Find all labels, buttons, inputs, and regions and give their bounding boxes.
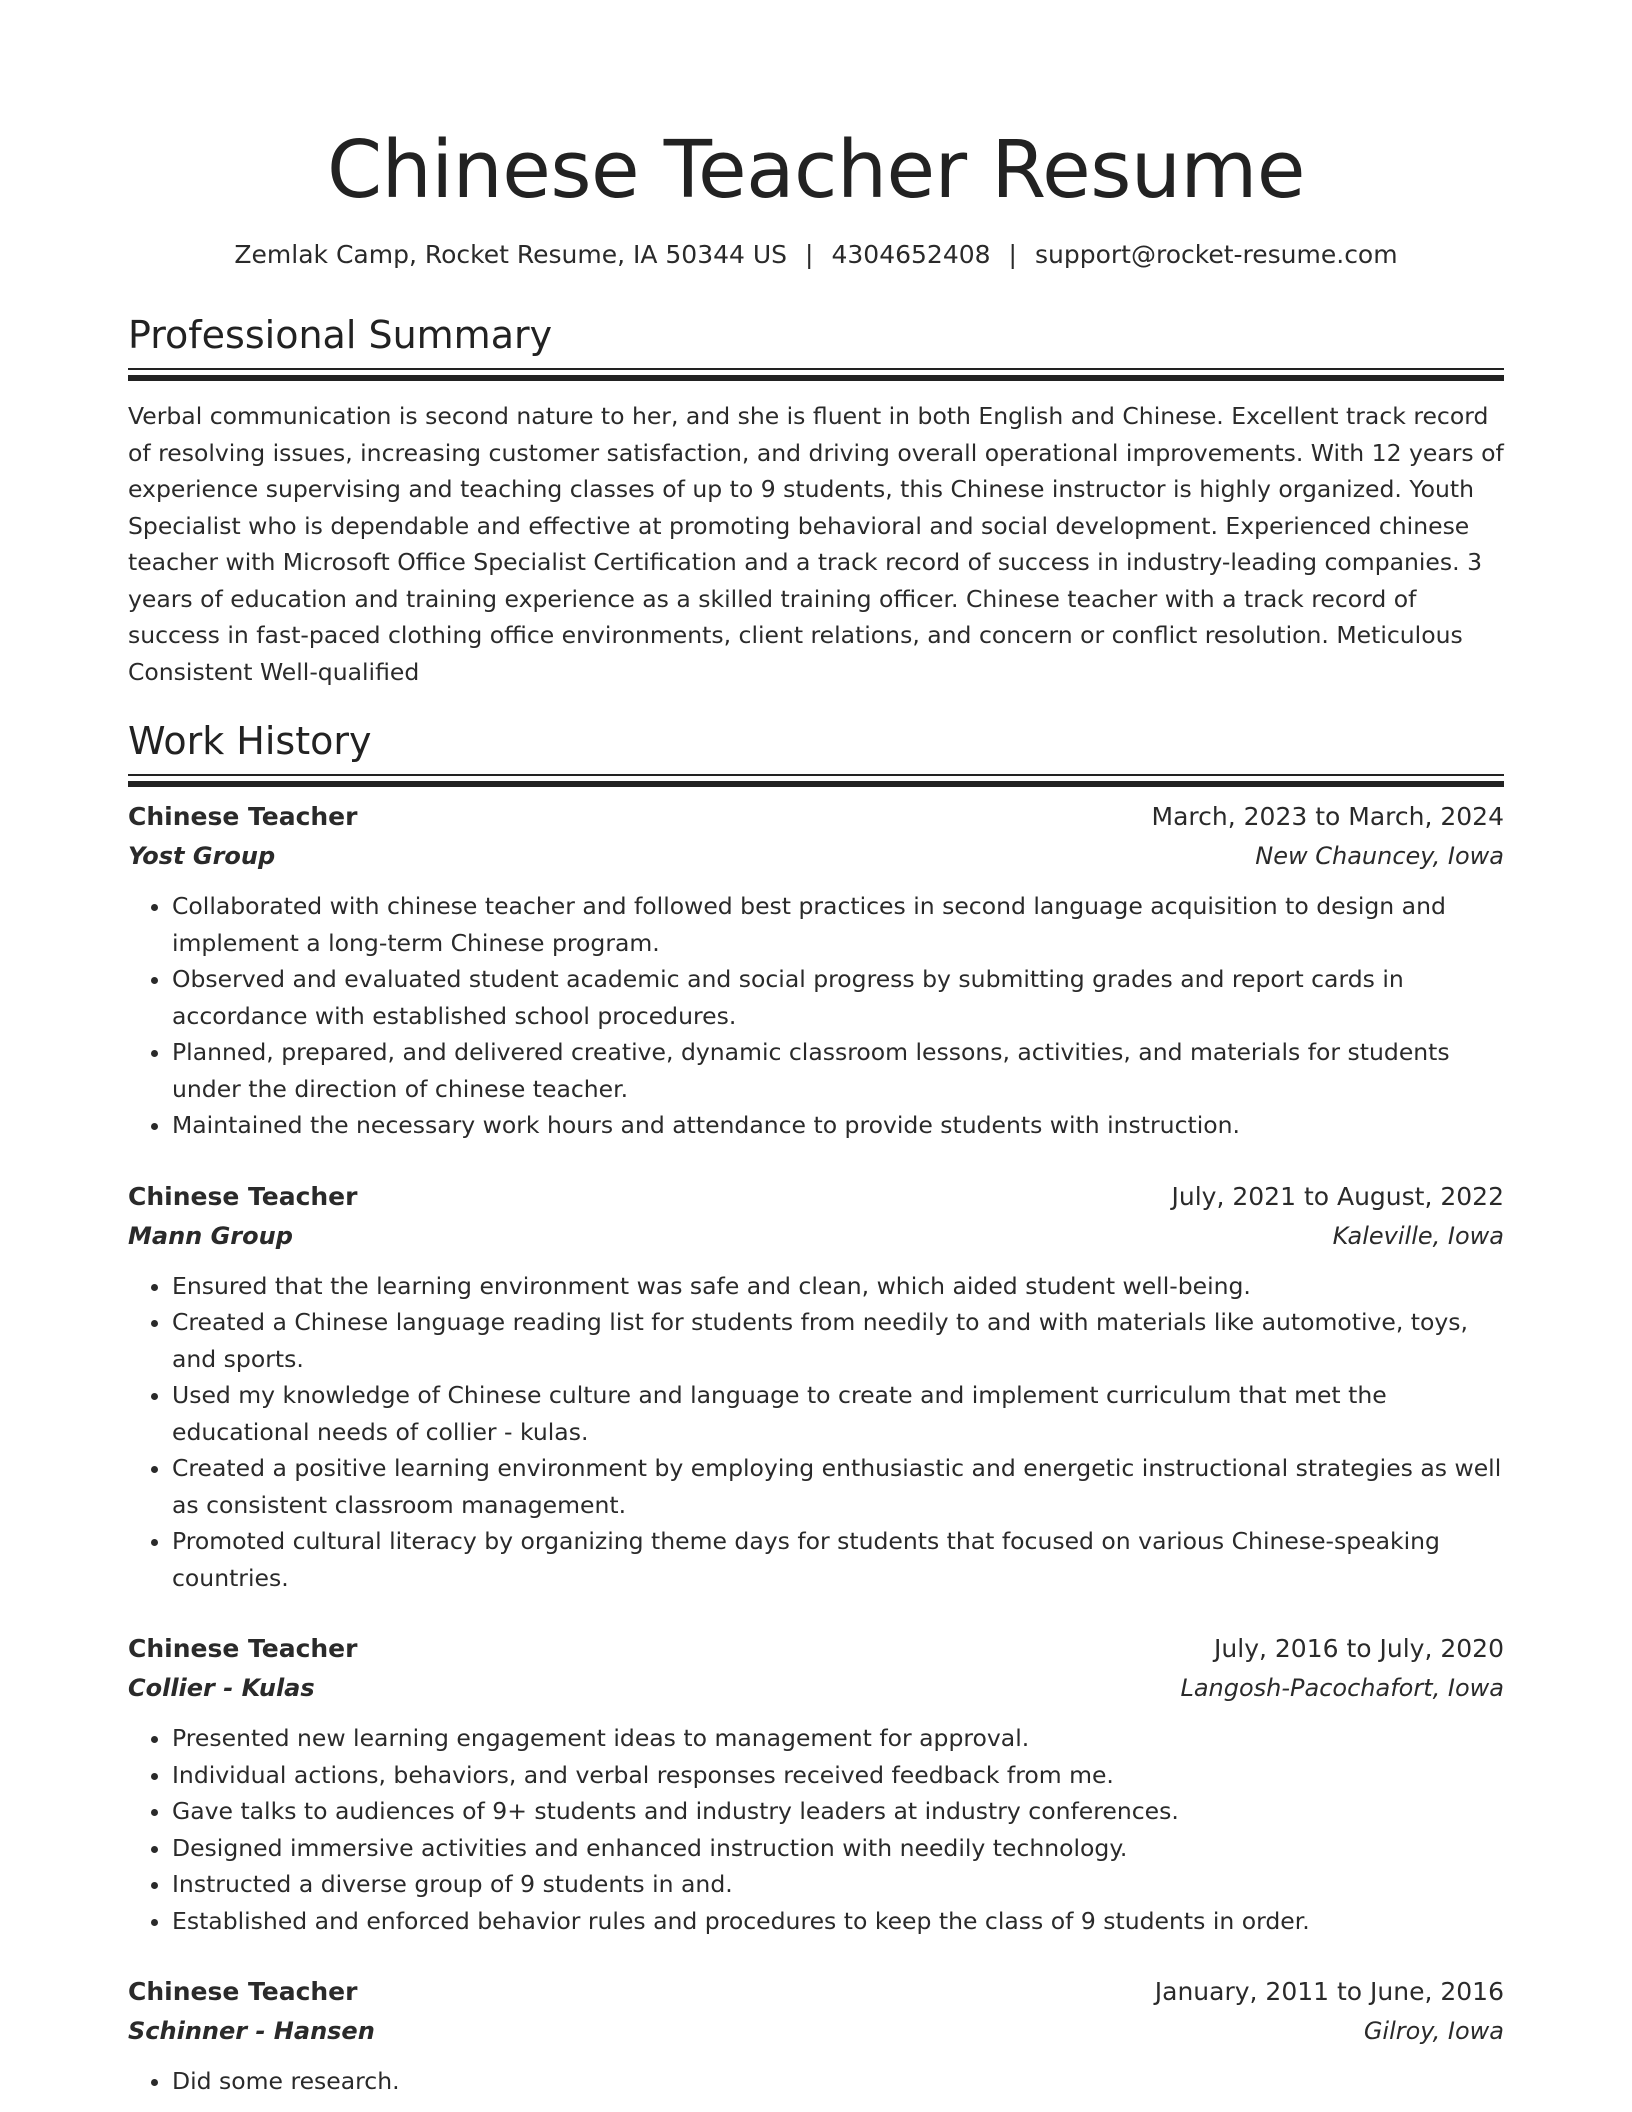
section-divider — [128, 774, 1504, 776]
contact-address: Zemlak Camp, Rocket Resume, IA 50344 US — [234, 240, 788, 269]
job-location: Gilroy, Iowa — [1363, 2017, 1504, 2045]
job-header-row — [128, 1630, 1504, 1668]
resume-title: Chinese Teacher Resume — [326, 124, 1305, 216]
job-bullets — [128, 2063, 1504, 2100]
section-heading-work: Work History — [128, 719, 372, 763]
contact-separator: | — [1008, 240, 1017, 269]
job-entry — [128, 1178, 1504, 1597]
job-dates: July, 2016 to July, 2020 — [1214, 1634, 1504, 1663]
job-company: Yost Group — [128, 842, 276, 870]
job-location: Kaleville, Iowa — [1332, 1221, 1504, 1250]
job-bullets — [128, 888, 1504, 1144]
list-item: • Instructed a diverse group of 9 students in and. — [172, 1866, 1504, 1903]
job-header-row — [128, 1178, 1504, 1216]
job-bullets — [128, 1268, 1504, 1597]
list-item: • Created a positive learning environment by employing enthusiastic and energetic instructional strategies as well as consistent classroom management. — [172, 1450, 1504, 1523]
job-title: Chinese Teacher — [128, 1634, 358, 1663]
list-item: • Collaborated with chinese teacher and followed best practices in second language acquisition to design and implement a long-term Chinese program. — [172, 888, 1504, 961]
list-item: • Did some research. — [172, 2063, 1504, 2100]
job-company: Schinner - Hansen — [128, 2017, 375, 2045]
job-title: Chinese Teacher — [128, 1181, 358, 1211]
section-divider — [128, 368, 1504, 370]
list-item: • Established and enforced behavior rules and procedures to keep the class of 9 students in order. — [172, 1903, 1504, 1940]
job-location: New Chauncey, Iowa — [1255, 842, 1504, 870]
summary-text: Verbal communication is second nature to her, and she is fluent in both English and Chinese. Excellent track record of resolving issues, increasing customer satisfaction, and driving overall operational improvements. With 12 years of experience supervising and teaching classes of up to 9 students, this Chinese instructor is highly organized. Youth Specialist who is dependable and effective at promoting behavioral and social development. Experienced chinese teacher with Microsoft Office Specialist Certification and a track record of success in industry-leading companies. 3 years of education and training experience as a skilled training officer. Chinese teacher with a track record of success in fast-paced clothing office environments, client relations, and concern or conflict resolution. Meticulous Consistent Well-qualified — [128, 402, 1504, 686]
list-item: • Planned, prepared, and delivered creative, dynamic classroom lessons, activities, and materials for students under the direction of chinese teacher. — [172, 1034, 1504, 1107]
job-entry — [128, 1630, 1504, 1939]
list-item: • Presented new learning engagement ideas to management for approval. — [172, 1720, 1504, 1757]
contact-email: support@rocket-resume.com — [1034, 240, 1398, 269]
job-company-row — [128, 836, 1504, 876]
work-history-section — [128, 718, 1504, 2100]
job-entry — [128, 1973, 1504, 2100]
list-item: • Observed and evaluated student academic and social progress by submitting grades and report cards in accordance with established school procedures. — [172, 961, 1504, 1034]
list-item: • Ensured that the learning environment was safe and clean, which aided student well-being. — [172, 1268, 1504, 1305]
job-dates: January, 2011 to June, 2016 — [1154, 1977, 1504, 2006]
list-item: • Individual actions, behaviors, and verbal responses received feedback from me. — [172, 1757, 1504, 1794]
job-company: Collier - Kulas — [128, 1674, 315, 1702]
job-company-row — [128, 1216, 1504, 1256]
job-dates: July, 2021 to August, 2022 — [1171, 1181, 1504, 1211]
list-item: • Gave talks to audiences of 9+ students and industry leaders at industry conferences. — [172, 1793, 1504, 1830]
job-header-row — [128, 1973, 1504, 2011]
list-item: • Promoted cultural literacy by organizing theme days for students that focused on various Chinese-speaking countries. — [172, 1523, 1504, 1596]
job-company-row — [128, 1668, 1504, 1708]
job-location: Langosh-Pacochafort, Iowa — [1180, 1674, 1504, 1702]
job-dates: March, 2023 to March, 2024 — [1151, 802, 1504, 831]
section-heading-summary: Professional Summary — [128, 313, 553, 357]
professional-summary-section — [128, 312, 1504, 690]
job-title: Chinese Teacher — [128, 1977, 358, 2006]
job-bullets — [128, 1720, 1504, 1939]
list-item: • Created a Chinese language reading list for students from needily to and with materials like automotive, toys, and sports. — [172, 1304, 1504, 1377]
list-item: • Designed immersive activities and enhanced instruction with needily technology. — [172, 1830, 1504, 1867]
job-header-row — [128, 798, 1504, 836]
list-item: • Maintained the necessary work hours and attendance to provide students with instruction. — [172, 1107, 1504, 1144]
contact-phone: 4304652408 — [831, 240, 991, 269]
job-title: Chinese Teacher — [128, 802, 358, 831]
contact-separator: | — [805, 240, 814, 269]
list-item: • Used my knowledge of Chinese culture and language to create and implement curriculum that met the educational needs of collier - kulas. — [172, 1377, 1504, 1450]
job-company: Mann Group — [128, 1221, 293, 1250]
job-company-row — [128, 2011, 1504, 2051]
contact-line — [128, 238, 1504, 272]
job-entry — [128, 798, 1504, 1144]
